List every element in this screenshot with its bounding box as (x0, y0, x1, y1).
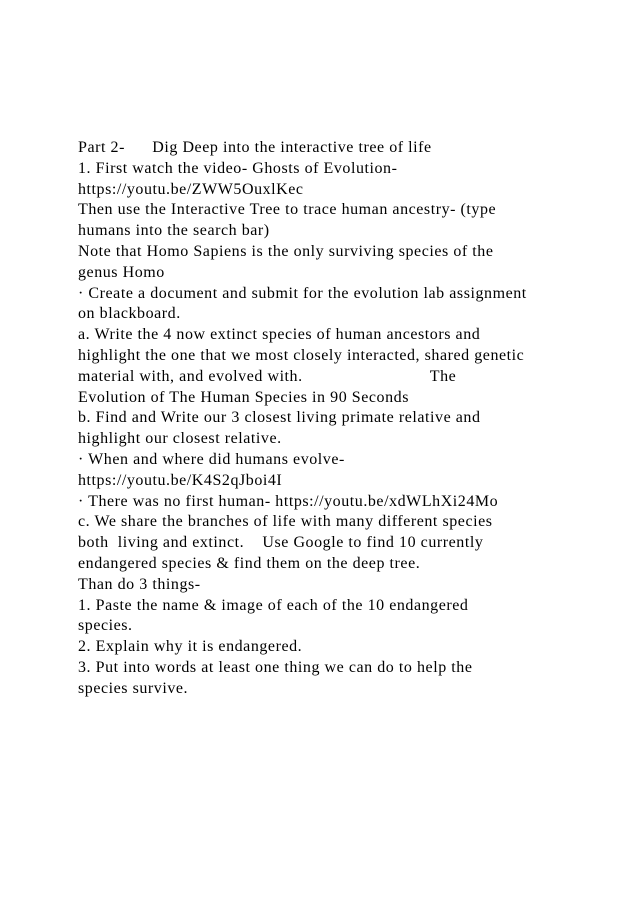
thing-1: species. (78, 617, 133, 635)
step-1-video: 1. First watch the video- Ghosts of Evolution- (78, 159, 398, 177)
instruction-text: humans into the search bar) (78, 222, 270, 240)
bullet-item: · When and where did humans evolve- (78, 450, 345, 468)
instruction-text: Then use the Interactive Tree to trace human ancestry- (type (78, 201, 497, 219)
thing-3: 3. Put into words at least one thing we can do to help the (78, 658, 473, 676)
things-heading: Than do 3 things- (78, 575, 201, 593)
task-a: Evolution of The Human Species in 90 Seconds (78, 388, 409, 406)
thing-2: 2. Explain why it is endangered. (78, 638, 303, 656)
bullet-item: · Create a document and submit for the evolution lab assignment (78, 284, 527, 302)
note-text: genus Homo (78, 263, 165, 281)
task-b: highlight our closest relative. (78, 430, 282, 448)
task-a: material with, and evolved with. The (78, 367, 457, 385)
task-a: a. Write the 4 now extinct species of human ancestors and (78, 326, 481, 344)
bullet-item: on blackboard. (78, 305, 181, 323)
task-c: c. We share the branches of life with many different species (78, 513, 493, 531)
video-link-when-where-humans-evolve[interactable]: https://youtu.be/K4S2qJboi4I (78, 471, 283, 489)
task-b: b. Find and Write our 3 closest living primate relative and (78, 409, 481, 427)
task-c: endangered species & find them on the deep tree. (78, 554, 421, 572)
part-heading: Part 2- Dig Deep into the interactive tree of life (78, 139, 432, 156)
note-text: Note that Homo Sapiens is the only surviving species of the (78, 242, 494, 260)
video-link-ghosts-of-evolution[interactable]: https://youtu.be/ZWW5OuxlKec (78, 180, 304, 198)
document-body (78, 138, 618, 700)
task-c: both living and extinct. Use Google to find 10 currently (78, 534, 484, 552)
bullet-item-first-human-link[interactable]: · There was no first human- https://youtu.be/xdWLhXi24Mo (78, 492, 499, 510)
thing-3: species survive. (78, 679, 189, 697)
task-a: highlight the one that we most closely interacted, shared genetic (78, 346, 525, 364)
thing-1: 1. Paste the name & image of each of the 10 endangered (78, 596, 469, 614)
